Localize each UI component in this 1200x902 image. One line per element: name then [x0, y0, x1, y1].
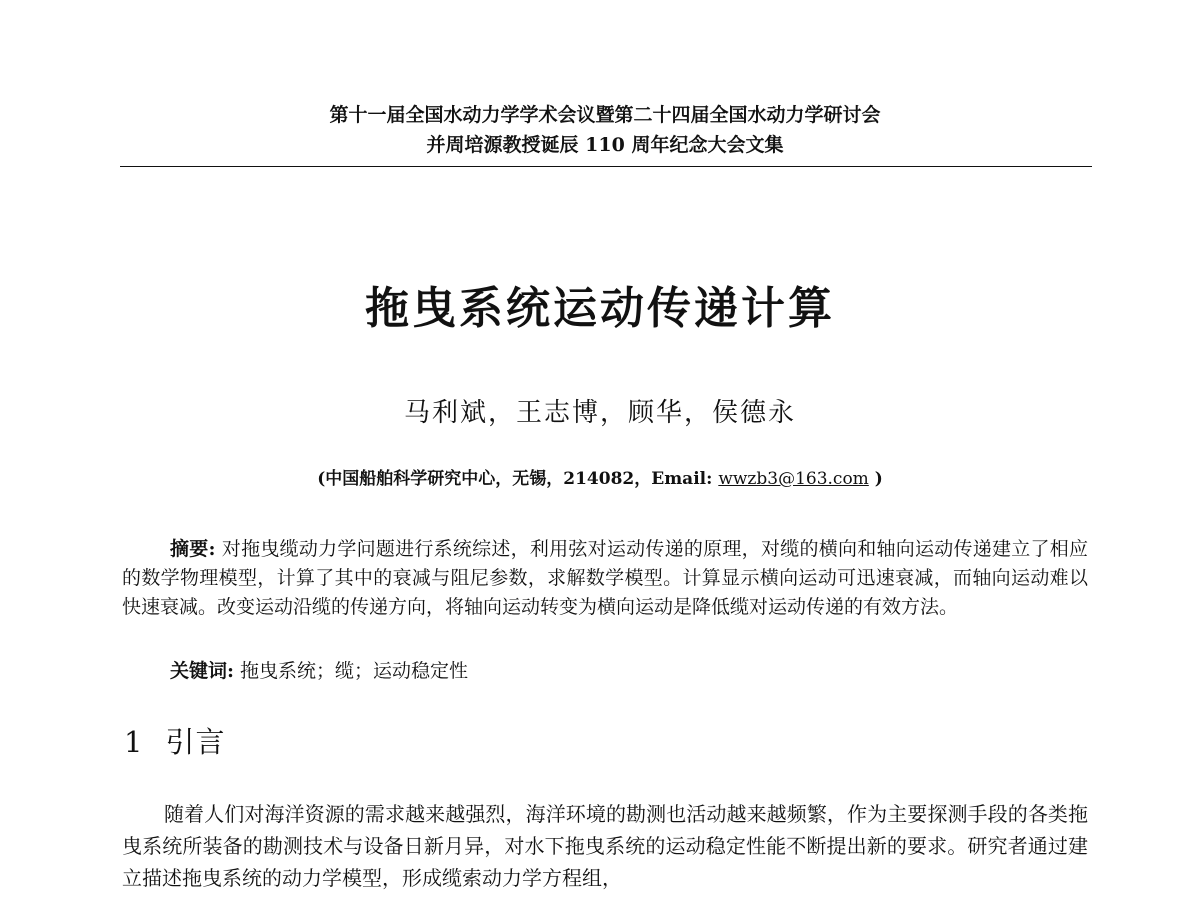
keywords [170, 657, 468, 686]
section-number: 1 [124, 725, 144, 759]
keywords-label: 关键词: [170, 660, 235, 682]
abstract [122, 535, 1088, 622]
author-list: 马利斌，王志博，顾华，侯德永 [403, 398, 796, 428]
keywords-text: 拖曳系统；缆；运动稳定性 [234, 660, 469, 682]
body-paragraph: 随着人们对海洋资源的需求越来越强烈，海洋环境的勘测也活动越来越频繁，作为主要探测手段的各类拖曳系统所装备的勘测技术与设备日新月异，对水下拖曳系统的运动稳定性能不断提出新的要求。研究者通过建立描述拖曳系统的动力学模型，形成缆索动力学方程组， [122, 802, 1088, 890]
section-heading [124, 720, 225, 761]
abstract-label: 摘要: [170, 538, 216, 560]
affiliation-close: ) [868, 469, 883, 489]
section-title: 引言 [165, 725, 226, 759]
header-line-2: 并周培源教授诞辰 110 周年纪念大会文集 [426, 134, 784, 156]
paper-title: 拖曳系统运动传递计算 [365, 283, 835, 334]
affiliation [0, 464, 1200, 489]
affiliation-text: (中国船舶科学研究中心，无锡，214082，Email: [317, 469, 719, 489]
header-line-1: 第十一届全国水动力学学术会议暨第二十四届全国水动力学研讨会 [329, 104, 881, 126]
abstract-text: 对拖曳缆动力学问题进行系统综述，利用弦对运动传递的原理，对缆的横向和轴向运动传递建立了相应的数学物理模型，计算了其中的衰减与阻尼参数，求解数学模型。计算显示横向运动可迅速衰减，而轴向运动难以快速衰减。改变运动沿缆的传递方向，将轴向运动转变为横向运动是降低缆对运动传递的有效方法。 [122, 538, 1089, 618]
header-divider [120, 166, 1092, 167]
email-link[interactable]: wwzb3@163.com [718, 469, 869, 489]
proceedings-header [120, 100, 1090, 160]
